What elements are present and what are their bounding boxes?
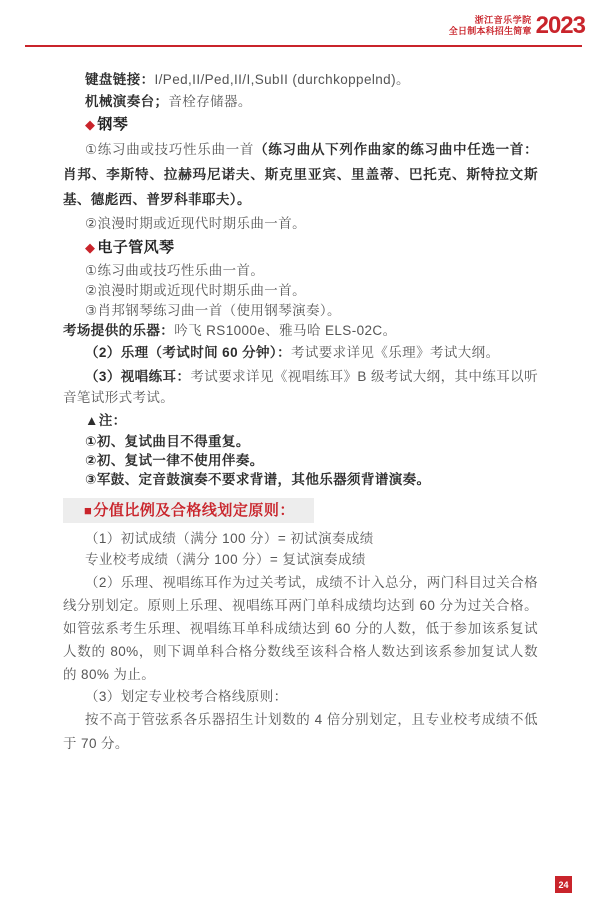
paragraph-organ-item2: ②浪漫时期或近现代时期乐曲一首。 <box>85 283 307 298</box>
section-heading <box>63 498 314 523</box>
header-year: 2023 <box>535 12 585 39</box>
piano-item1-composers: （练习曲从下列作曲家的练习曲中任选一首：肖邦、李斯特、拉赫玛尼诺夫、斯克里亚宾、里盖蒂、巴托克、斯特拉文斯基、德彪西、普罗科菲耶夫）。 <box>63 142 539 207</box>
provided-instruments-label: 考场提供的乐器： <box>63 323 175 338</box>
paragraph-solfege <box>63 366 538 408</box>
paragraph-note1: ①初、复试曲目不得重复。 <box>85 434 250 449</box>
paragraph-note2: ②初、复试一律不使用伴奏。 <box>85 453 264 468</box>
paragraph-mechanical-console <box>63 91 538 113</box>
paragraph-note3: ③军鼓、定音鼓演奏不要求背谱，其他乐器须背谱演奏。 <box>85 472 431 487</box>
heading-electronic-organ <box>63 235 538 261</box>
paragraph-keyboard-link <box>63 69 538 91</box>
piano-item1-pre: ①练习曲或技巧性乐曲一首 <box>85 142 255 157</box>
paragraph-piano-item1 <box>63 137 538 212</box>
paragraph-piano-item2: ②浪漫时期或近现代时期乐曲一首。 <box>85 216 307 231</box>
diamond-icon: ◆ <box>85 240 96 255</box>
mechanical-console-label: 机械演奏台； <box>85 94 169 109</box>
paragraph-organ-item1: ①练习曲或技巧性乐曲一首。 <box>85 263 265 278</box>
section-heading-label: 分值比例及合格线划定原则： <box>93 502 295 519</box>
paragraph-provided-instruments <box>63 321 538 341</box>
paragraph-score2: （2）乐理、视唱练耳作为过关考试，成绩不计入总分，两门科目过关合格线分别划定。原则上乐理、视唱练耳两门单科成绩均达到 60 分为过关合格。如管弦系考生乐理、视唱练耳单科成绩达到 60 分的人数，低于参加该系复试人数的 80%，则下调单科合格分数线至该科合格人数达到该系参加复试人数的 80% 为止。 <box>63 575 538 682</box>
square-bullet-icon: ■ <box>84 503 93 518</box>
paragraph-score1b: 专业校考成绩（满分 100 分）= 复试演奏成绩 <box>85 552 366 567</box>
mechanical-console-text: 音栓存储器。 <box>168 94 252 109</box>
music-theory-text: 考试要求详见《乐理》考试大纲。 <box>290 345 500 360</box>
paragraph-note-heading: ▲注： <box>85 413 127 428</box>
paragraph-score3-detail: 按不高于管弦系各乐器招生计划数的 4 倍分别划定，且专业校考成绩不低于 70 分。 <box>63 712 538 751</box>
header-rule <box>25 45 582 47</box>
heading-piano <box>63 113 538 137</box>
heading-electronic-organ-label: 电子管风琴 <box>97 239 175 256</box>
music-theory-label: （2）乐理（考试时间 60 分钟）： <box>85 345 291 360</box>
page-header <box>449 14 585 38</box>
keyboard-link-label: 键盘链接： <box>85 72 155 87</box>
header-subtitle: 全日制本科招生简章 <box>448 26 532 36</box>
paragraph-music-theory <box>63 341 538 364</box>
paragraph-score1a: （1）初试成绩（满分 100 分）= 初试演奏成绩 <box>85 531 374 546</box>
header-institution: 浙江音乐学院 <box>474 15 532 25</box>
paragraph-organ-item3: ③肖邦钢琴练习曲一首（使用钢琴演奏）。 <box>85 303 341 318</box>
solfege-text: 考试要求详见《视唱练耳》B 级考试大纲，其中练耳以听音笔试形式考试。 <box>63 369 538 405</box>
section-heading-wrap <box>63 498 538 523</box>
heading-piano-label: 钢琴 <box>97 116 129 133</box>
document-content <box>63 69 538 756</box>
paragraph-score3: （3）划定专业校考合格线原则： <box>85 689 288 704</box>
provided-instruments-text: 吟飞 RS1000e、雅马哈 ELS-02C。 <box>174 323 397 338</box>
page-number-badge: 24 <box>555 876 572 893</box>
solfege-label: （3）视唱练耳： <box>85 369 191 384</box>
header-titles <box>449 15 532 37</box>
keyboard-link-text: I/Ped,II/Ped,II/I,SubII (durchkoppelnd)。 <box>154 72 410 87</box>
diamond-icon: ◆ <box>85 117 96 132</box>
